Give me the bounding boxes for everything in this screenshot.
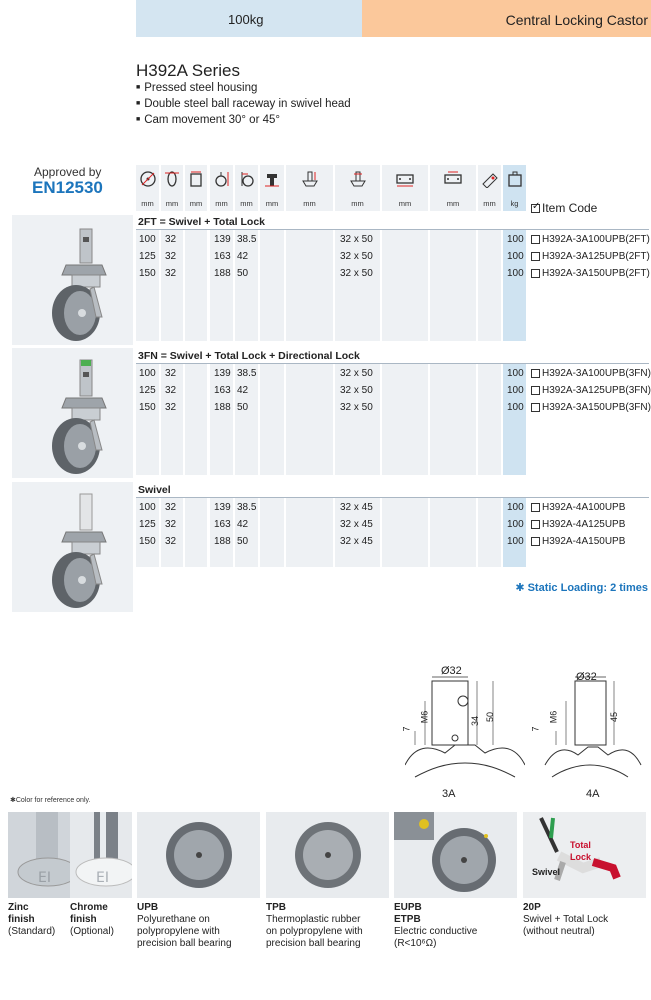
table-column-bg xyxy=(335,363,380,475)
tpb-wheel-image xyxy=(266,812,389,898)
cell-off: 42 xyxy=(237,385,249,396)
cell-load: 100 xyxy=(507,502,524,513)
cell-d: 150 xyxy=(139,536,156,547)
table-column-bg xyxy=(382,497,428,567)
table-column-bg xyxy=(286,229,333,341)
table-column-bg xyxy=(503,363,526,475)
wheel-desc: (R<10⁶Ω) xyxy=(394,938,437,949)
table-column-bg xyxy=(260,497,284,567)
cell-off: 42 xyxy=(237,251,249,262)
unit-label: kg xyxy=(510,199,519,208)
item-code-header xyxy=(531,201,597,215)
cell-d: 100 xyxy=(139,502,156,513)
eupb-wheel-image xyxy=(394,812,517,898)
diameter-label: Ø32 xyxy=(576,671,597,683)
castor-swivel-image xyxy=(12,482,133,612)
checkbox-checked[interactable] xyxy=(531,204,540,213)
castor-2ft-image xyxy=(12,215,133,345)
item-code-text: H392A-4A125UPB xyxy=(542,519,626,530)
cell-w: 32 xyxy=(165,402,177,413)
cell-plate: 32 x 50 xyxy=(340,234,373,245)
table-column-bg xyxy=(235,229,258,341)
m6-label: M6 xyxy=(419,710,430,724)
unit-label: mm xyxy=(351,199,364,208)
cell-w: 32 xyxy=(165,385,177,396)
cell-w: 32 xyxy=(165,234,177,245)
wheel-desc: Electric conductive xyxy=(394,926,478,937)
cell-off: 38.5 xyxy=(237,502,257,513)
cell-w: 32 xyxy=(165,536,177,547)
item-code xyxy=(531,519,625,530)
unit-label: mm xyxy=(483,199,496,208)
table-column-bg xyxy=(286,363,333,475)
wheel-desc: (without neutral) xyxy=(523,926,595,937)
wheel-desc: precision ball bearing xyxy=(137,938,232,949)
finish-title: Zinc xyxy=(8,902,29,913)
tread-width-icon xyxy=(185,165,207,211)
wheel-desc: Thermoplastic rubber xyxy=(266,914,361,925)
dim-7-label: 7 xyxy=(530,726,541,732)
unit-label: mm xyxy=(446,199,460,208)
table-column-bg xyxy=(210,229,233,341)
cell-load: 100 xyxy=(507,402,524,413)
stem-3a-diagram xyxy=(405,665,525,785)
color-note: ✱Color for reference only. xyxy=(10,797,91,804)
unit-label: mm xyxy=(240,199,253,208)
item-code xyxy=(531,368,651,379)
cell-plate: 32 x 50 xyxy=(340,268,373,279)
item-code xyxy=(531,385,651,396)
table-column-bg xyxy=(430,497,476,567)
cell-load: 100 xyxy=(507,251,524,262)
bracket-icon xyxy=(260,165,284,211)
dim-34-label: 34 xyxy=(470,715,481,727)
overall-height-icon xyxy=(210,165,233,211)
table-column-bg xyxy=(260,363,284,475)
svg-text:EI: EI xyxy=(38,870,51,886)
item-checkbox[interactable] xyxy=(531,369,540,378)
feature-item: ■ Pressed steel housing xyxy=(136,81,351,97)
section-divider xyxy=(136,229,649,230)
zinc-finish-image xyxy=(8,812,70,898)
table-column-bg xyxy=(335,229,380,341)
item-code-text: H392A-4A100UPB xyxy=(542,502,626,513)
cell-d: 150 xyxy=(139,268,156,279)
cell-off: 50 xyxy=(237,268,249,279)
section-title: Swivel xyxy=(138,484,171,496)
wheel-width-icon xyxy=(161,165,183,211)
cell-off: 50 xyxy=(237,536,249,547)
20p-caption xyxy=(523,902,608,938)
unit-label: mm xyxy=(398,199,412,208)
item-code xyxy=(531,251,650,262)
wheel-code: EUPB xyxy=(394,902,422,913)
finish-line2: finish xyxy=(70,914,97,925)
cell-load: 100 xyxy=(507,268,524,279)
table-column-bg xyxy=(161,229,183,341)
plate-size-icon xyxy=(382,165,428,211)
swivel-offset-icon xyxy=(235,165,258,211)
stem-length-icon xyxy=(286,165,333,211)
feature-list xyxy=(136,81,351,129)
item-code-text: H392A-3A150UPB(2FT) xyxy=(542,268,650,279)
svg-text:EI: EI xyxy=(96,870,109,886)
diameter-label: Ø32 xyxy=(441,665,462,677)
upb-caption xyxy=(137,902,232,950)
item-code-text: H392A-3A100UPB(2FT) xyxy=(542,234,650,245)
diagram-3a-label: 3A xyxy=(442,788,456,800)
finish-title: Chrome xyxy=(70,902,108,913)
wheel-desc: Polyurethane on xyxy=(137,914,210,925)
cell-plate: 32 x 50 xyxy=(340,385,373,396)
eupb-caption xyxy=(394,902,477,950)
table-column-bg xyxy=(382,229,428,341)
section-divider xyxy=(136,497,649,498)
cell-d: 150 xyxy=(139,402,156,413)
unit-label: mm xyxy=(165,199,179,208)
item-code-label: Item Code xyxy=(542,201,598,215)
cell-h: 163 xyxy=(214,251,231,262)
table-column-bg xyxy=(382,363,428,475)
header-product-band xyxy=(362,0,651,37)
cell-plate: 32 x 45 xyxy=(340,536,373,547)
series-title: H392A Series xyxy=(136,61,240,80)
item-checkbox[interactable] xyxy=(531,252,540,261)
cell-h: 139 xyxy=(214,234,231,245)
chrome-finish-image xyxy=(70,812,132,898)
table-column-bg xyxy=(136,229,159,341)
unit-label: mm xyxy=(189,199,203,208)
cell-h: 188 xyxy=(214,402,231,413)
cell-plate: 32 x 50 xyxy=(340,368,373,379)
castor-3fn-image xyxy=(12,348,133,478)
cell-off: 42 xyxy=(237,519,249,530)
unit-label: mm xyxy=(265,199,279,208)
cell-w: 32 xyxy=(165,268,177,279)
item-checkbox[interactable] xyxy=(531,235,540,244)
cell-d: 100 xyxy=(139,234,156,245)
cell-d: 125 xyxy=(139,519,156,530)
item-code xyxy=(531,502,625,513)
item-checkbox[interactable] xyxy=(531,503,540,512)
table-column-bg xyxy=(430,229,476,341)
item-code xyxy=(531,234,650,245)
load-capacity-icon xyxy=(503,165,526,211)
approval-standard: EN12530 xyxy=(32,178,103,197)
cell-h: 188 xyxy=(214,536,231,547)
header-load: 100kg xyxy=(228,12,264,27)
unit-label: mm xyxy=(303,199,316,208)
cell-h: 163 xyxy=(214,385,231,396)
cell-off: 50 xyxy=(237,402,249,413)
cell-h: 139 xyxy=(214,368,231,379)
wheel-code: TPB xyxy=(266,902,286,913)
item-code-text: H392A-3A125UPB(3FN) xyxy=(542,385,651,396)
tpb-caption xyxy=(266,902,363,950)
item-code-text: H392A-3A100UPB(3FN) xyxy=(542,368,651,379)
table-column-bg xyxy=(478,363,501,475)
feature-item: ■ Cam movement 30° or 45° xyxy=(136,113,351,129)
cell-h: 188 xyxy=(214,268,231,279)
wheel-code: UPB xyxy=(137,902,159,913)
wheel-code: 20P xyxy=(523,902,541,913)
item-code-text: H392A-4A150UPB xyxy=(542,536,626,547)
table-column-bg xyxy=(136,363,159,475)
item-checkbox[interactable] xyxy=(531,537,540,546)
item-code xyxy=(531,268,650,279)
cell-w: 32 xyxy=(165,368,177,379)
upb-wheel-image xyxy=(137,812,260,898)
m6-label: M6 xyxy=(548,710,559,724)
stem-4a-diagram xyxy=(530,665,650,785)
bolt-hole-diameter-icon xyxy=(478,165,501,211)
table-column-bg xyxy=(430,363,476,475)
header-product: Central Locking Castor xyxy=(505,12,648,28)
cell-load: 100 xyxy=(507,536,524,547)
cell-plate: 32 x 50 xyxy=(340,251,373,262)
wheel-desc: polypropylene with xyxy=(137,926,220,937)
unit-label: mm xyxy=(215,199,228,208)
unit-label: mm xyxy=(141,199,154,208)
stem-diameter-icon xyxy=(335,165,380,211)
zinc-caption xyxy=(8,902,55,938)
table-column-bg xyxy=(210,363,233,475)
item-code xyxy=(531,536,625,547)
header-load-band xyxy=(136,0,362,37)
diagram-4a-label: 4A xyxy=(586,788,600,800)
chrome-caption xyxy=(70,902,114,938)
finish-line2: finish xyxy=(8,914,35,925)
cell-off: 38.5 xyxy=(237,368,257,379)
approved-label: Approved by xyxy=(34,165,102,179)
table-column-bg xyxy=(185,497,207,567)
section-divider xyxy=(136,363,649,364)
cell-load: 100 xyxy=(507,385,524,396)
table-column-bg xyxy=(185,229,207,341)
table-column-bg xyxy=(478,497,501,567)
cell-h: 139 xyxy=(214,502,231,513)
finish-line3: (Standard) xyxy=(8,926,56,937)
cell-load: 100 xyxy=(507,368,524,379)
wheel-desc: Swivel + Total Lock xyxy=(523,914,609,925)
cell-plate: 32 x 45 xyxy=(340,502,373,513)
wheel-desc: on polypropylene with xyxy=(266,926,363,937)
item-code-text: H392A-3A125UPB(2FT) xyxy=(542,251,650,262)
item-code xyxy=(531,402,651,413)
item-checkbox[interactable] xyxy=(531,403,540,412)
table-column-bg xyxy=(478,229,501,341)
finish-line3: (Optional) xyxy=(70,926,114,937)
cell-w: 32 xyxy=(165,251,177,262)
table-column-bg xyxy=(235,363,258,475)
cell-plate: 32 x 45 xyxy=(340,519,373,530)
cell-h: 163 xyxy=(214,519,231,530)
cell-load: 100 xyxy=(507,234,524,245)
cell-d: 125 xyxy=(139,385,156,396)
cell-w: 32 xyxy=(165,519,177,530)
feature-item: ■ Double steel ball raceway in swivel head xyxy=(136,97,351,113)
static-loading-note: ✱ Static Loading: 2 times xyxy=(515,582,648,594)
dim-45-label: 45 xyxy=(609,711,620,723)
cell-plate: 32 x 50 xyxy=(340,402,373,413)
cell-off: 38.5 xyxy=(237,234,257,245)
section-title: 2FT = Swivel + Total Lock xyxy=(138,216,266,228)
total-lock-tag: Total Lock xyxy=(570,840,592,862)
table-column-bg xyxy=(161,363,183,475)
section-title: 3FN = Swivel + Total Lock + Directional Lock xyxy=(138,350,360,362)
cell-d: 100 xyxy=(139,368,156,379)
bolt-hole-spacing-icon xyxy=(430,165,476,211)
item-checkbox[interactable] xyxy=(531,269,540,278)
table-column-bg xyxy=(260,229,284,341)
item-code-text: H392A-3A150UPB(3FN) xyxy=(542,402,651,413)
dim-7-label: 7 xyxy=(401,726,412,732)
cell-w: 32 xyxy=(165,502,177,513)
cell-d: 125 xyxy=(139,251,156,262)
cell-load: 100 xyxy=(507,519,524,530)
table-column-bg xyxy=(185,363,207,475)
item-checkbox[interactable] xyxy=(531,386,540,395)
item-checkbox[interactable] xyxy=(531,520,540,529)
table-column-bg xyxy=(286,497,333,567)
dim-50-label: 50 xyxy=(485,711,496,723)
wheel-diameter-icon xyxy=(136,165,159,211)
swivel-tag: Swivel xyxy=(532,867,561,877)
table-column-bg xyxy=(503,229,526,341)
wheel-desc: precision ball bearing xyxy=(266,938,361,949)
wheel-code-2: ETPB xyxy=(394,914,421,925)
